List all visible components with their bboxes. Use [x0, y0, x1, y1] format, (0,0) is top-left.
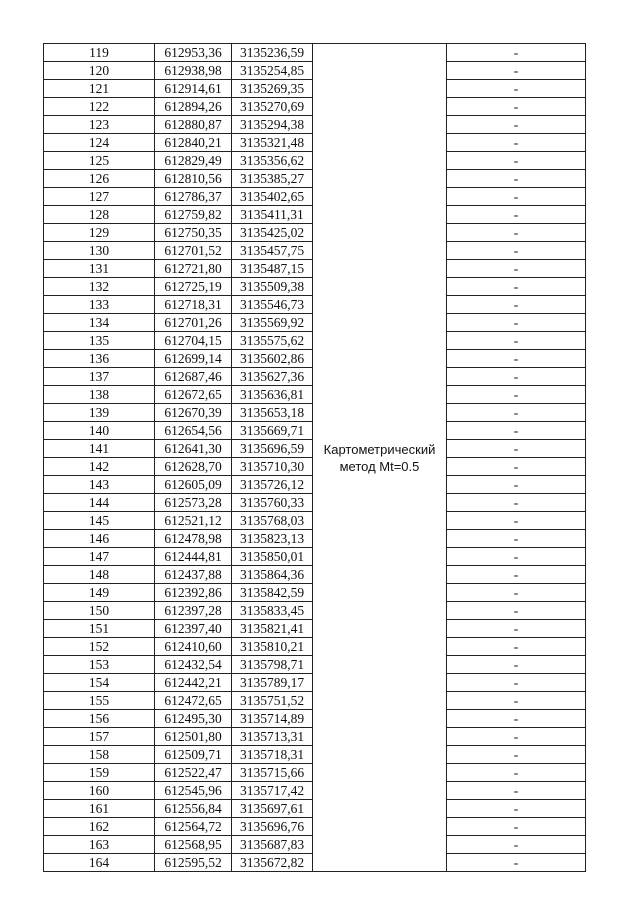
note-cell: -	[447, 728, 586, 746]
y-coordinate-cell: 3135385,27	[232, 170, 313, 188]
coordinates-table-body	[44, 44, 586, 872]
note-cell: -	[447, 260, 586, 278]
y-coordinate-cell: 3135718,31	[232, 746, 313, 764]
x-coordinate-cell: 612472,65	[155, 692, 232, 710]
x-coordinate-cell: 612442,21	[155, 674, 232, 692]
point-number-cell: 156	[44, 710, 155, 728]
y-coordinate-cell: 3135487,15	[232, 260, 313, 278]
note-cell: -	[447, 854, 586, 872]
point-number-cell: 153	[44, 656, 155, 674]
point-number-cell: 130	[44, 242, 155, 260]
method-line-2: метод Mt=0.5	[339, 458, 420, 474]
x-coordinate-cell: 612672,65	[155, 386, 232, 404]
y-coordinate-cell: 3135425,02	[232, 224, 313, 242]
point-number-cell: 137	[44, 368, 155, 386]
x-coordinate-cell: 612397,28	[155, 602, 232, 620]
point-number-cell: 142	[44, 458, 155, 476]
x-coordinate-cell: 612432,54	[155, 656, 232, 674]
note-cell: -	[447, 476, 586, 494]
point-number-cell: 121	[44, 80, 155, 98]
point-number-cell: 161	[44, 800, 155, 818]
x-coordinate-cell: 612810,56	[155, 170, 232, 188]
point-number-cell: 150	[44, 602, 155, 620]
y-coordinate-cell: 3135627,36	[232, 368, 313, 386]
x-coordinate-cell: 612628,70	[155, 458, 232, 476]
y-coordinate-cell: 3135798,71	[232, 656, 313, 674]
y-coordinate-cell: 3135270,69	[232, 98, 313, 116]
x-coordinate-cell: 612914,61	[155, 80, 232, 98]
point-number-cell: 138	[44, 386, 155, 404]
y-coordinate-cell: 3135717,42	[232, 782, 313, 800]
x-coordinate-cell: 612701,26	[155, 314, 232, 332]
note-cell: -	[447, 692, 586, 710]
y-coordinate-cell: 3135760,33	[232, 494, 313, 512]
y-coordinate-cell: 3135457,75	[232, 242, 313, 260]
note-cell: -	[447, 638, 586, 656]
note-cell: -	[447, 494, 586, 512]
point-number-cell: 149	[44, 584, 155, 602]
point-number-cell: 146	[44, 530, 155, 548]
note-cell: -	[447, 746, 586, 764]
point-number-cell: 158	[44, 746, 155, 764]
x-coordinate-cell: 612670,39	[155, 404, 232, 422]
table-row	[44, 44, 586, 62]
point-number-cell: 119	[44, 44, 155, 62]
note-cell: -	[447, 206, 586, 224]
note-cell: -	[447, 368, 586, 386]
y-coordinate-cell: 3135569,92	[232, 314, 313, 332]
note-cell: -	[447, 710, 586, 728]
y-coordinate-cell: 3135833,45	[232, 602, 313, 620]
note-cell: -	[447, 152, 586, 170]
method-cell	[313, 44, 447, 872]
note-cell: -	[447, 314, 586, 332]
y-coordinate-cell: 3135810,21	[232, 638, 313, 656]
y-coordinate-cell: 3135653,18	[232, 404, 313, 422]
y-coordinate-cell: 3135602,86	[232, 350, 313, 368]
note-cell: -	[447, 332, 586, 350]
x-coordinate-cell: 612654,56	[155, 422, 232, 440]
x-coordinate-cell: 612522,47	[155, 764, 232, 782]
x-coordinate-cell: 612444,81	[155, 548, 232, 566]
point-number-cell: 139	[44, 404, 155, 422]
y-coordinate-cell: 3135669,71	[232, 422, 313, 440]
point-number-cell: 140	[44, 422, 155, 440]
point-number-cell: 122	[44, 98, 155, 116]
note-cell: -	[447, 98, 586, 116]
point-number-cell: 144	[44, 494, 155, 512]
note-cell: -	[447, 116, 586, 134]
x-coordinate-cell: 612718,31	[155, 296, 232, 314]
point-number-cell: 162	[44, 818, 155, 836]
y-coordinate-cell: 3135697,61	[232, 800, 313, 818]
note-cell: -	[447, 422, 586, 440]
x-coordinate-cell: 612410,60	[155, 638, 232, 656]
y-coordinate-cell: 3135321,48	[232, 134, 313, 152]
point-number-cell: 145	[44, 512, 155, 530]
point-number-cell: 143	[44, 476, 155, 494]
y-coordinate-cell: 3135411,31	[232, 206, 313, 224]
y-coordinate-cell: 3135751,52	[232, 692, 313, 710]
point-number-cell: 164	[44, 854, 155, 872]
note-cell: -	[447, 620, 586, 638]
x-coordinate-cell: 612573,28	[155, 494, 232, 512]
y-coordinate-cell: 3135356,62	[232, 152, 313, 170]
x-coordinate-cell: 612880,87	[155, 116, 232, 134]
point-number-cell: 154	[44, 674, 155, 692]
point-number-cell: 151	[44, 620, 155, 638]
point-number-cell: 125	[44, 152, 155, 170]
y-coordinate-cell: 3135672,82	[232, 854, 313, 872]
x-coordinate-cell: 612501,80	[155, 728, 232, 746]
y-coordinate-cell: 3135715,66	[232, 764, 313, 782]
x-coordinate-cell: 612721,80	[155, 260, 232, 278]
y-coordinate-cell: 3135768,03	[232, 512, 313, 530]
note-cell: -	[447, 836, 586, 854]
method-line-1: Картометрический	[323, 441, 436, 457]
y-coordinate-cell: 3135864,36	[232, 566, 313, 584]
y-coordinate-cell: 3135575,62	[232, 332, 313, 350]
note-cell: -	[447, 764, 586, 782]
y-coordinate-cell: 3135402,65	[232, 188, 313, 206]
x-coordinate-cell: 612437,88	[155, 566, 232, 584]
coordinates-table	[43, 43, 586, 872]
y-coordinate-cell: 3135713,31	[232, 728, 313, 746]
note-cell: -	[447, 548, 586, 566]
y-coordinate-cell: 3135254,85	[232, 62, 313, 80]
point-number-cell: 120	[44, 62, 155, 80]
x-coordinate-cell: 612556,84	[155, 800, 232, 818]
y-coordinate-cell: 3135696,76	[232, 818, 313, 836]
y-coordinate-cell: 3135696,59	[232, 440, 313, 458]
point-number-cell: 131	[44, 260, 155, 278]
x-coordinate-cell: 612509,71	[155, 746, 232, 764]
point-number-cell: 132	[44, 278, 155, 296]
note-cell: -	[447, 602, 586, 620]
point-number-cell: 159	[44, 764, 155, 782]
note-cell: -	[447, 782, 586, 800]
y-coordinate-cell: 3135269,35	[232, 80, 313, 98]
point-number-cell: 157	[44, 728, 155, 746]
note-cell: -	[447, 512, 586, 530]
note-cell: -	[447, 800, 586, 818]
point-number-cell: 124	[44, 134, 155, 152]
x-coordinate-cell: 612595,52	[155, 854, 232, 872]
y-coordinate-cell: 3135236,59	[232, 44, 313, 62]
x-coordinate-cell: 612725,19	[155, 278, 232, 296]
note-cell: -	[447, 80, 586, 98]
note-cell: -	[447, 458, 586, 476]
note-cell: -	[447, 44, 586, 62]
point-number-cell: 152	[44, 638, 155, 656]
x-coordinate-cell: 612699,14	[155, 350, 232, 368]
x-coordinate-cell: 612894,26	[155, 98, 232, 116]
y-coordinate-cell: 3135850,01	[232, 548, 313, 566]
point-number-cell: 155	[44, 692, 155, 710]
x-coordinate-cell: 612687,46	[155, 368, 232, 386]
y-coordinate-cell: 3135714,89	[232, 710, 313, 728]
y-coordinate-cell: 3135842,59	[232, 584, 313, 602]
point-number-cell: 135	[44, 332, 155, 350]
y-coordinate-cell: 3135789,17	[232, 674, 313, 692]
y-coordinate-cell: 3135821,41	[232, 620, 313, 638]
x-coordinate-cell: 612397,40	[155, 620, 232, 638]
x-coordinate-cell: 612521,12	[155, 512, 232, 530]
y-coordinate-cell: 3135726,12	[232, 476, 313, 494]
x-coordinate-cell: 612495,30	[155, 710, 232, 728]
point-number-cell: 136	[44, 350, 155, 368]
x-coordinate-cell: 612704,15	[155, 332, 232, 350]
point-number-cell: 133	[44, 296, 155, 314]
y-coordinate-cell: 3135823,13	[232, 530, 313, 548]
note-cell: -	[447, 224, 586, 242]
note-cell: -	[447, 404, 586, 422]
note-cell: -	[447, 278, 586, 296]
note-cell: -	[447, 674, 586, 692]
point-number-cell: 126	[44, 170, 155, 188]
x-coordinate-cell: 612545,96	[155, 782, 232, 800]
x-coordinate-cell: 612392,86	[155, 584, 232, 602]
point-number-cell: 163	[44, 836, 155, 854]
y-coordinate-cell: 3135546,73	[232, 296, 313, 314]
note-cell: -	[447, 656, 586, 674]
point-number-cell: 123	[44, 116, 155, 134]
x-coordinate-cell: 612564,72	[155, 818, 232, 836]
x-coordinate-cell: 612840,21	[155, 134, 232, 152]
note-cell: -	[447, 440, 586, 458]
note-cell: -	[447, 296, 586, 314]
point-number-cell: 160	[44, 782, 155, 800]
note-cell: -	[447, 530, 586, 548]
note-cell: -	[447, 188, 586, 206]
point-number-cell: 148	[44, 566, 155, 584]
point-number-cell: 147	[44, 548, 155, 566]
x-coordinate-cell: 612750,35	[155, 224, 232, 242]
x-coordinate-cell: 612938,98	[155, 62, 232, 80]
x-coordinate-cell: 612568,95	[155, 836, 232, 854]
note-cell: -	[447, 386, 586, 404]
x-coordinate-cell: 612605,09	[155, 476, 232, 494]
x-coordinate-cell: 612701,52	[155, 242, 232, 260]
x-coordinate-cell: 612641,30	[155, 440, 232, 458]
note-cell: -	[447, 170, 586, 188]
point-number-cell: 134	[44, 314, 155, 332]
y-coordinate-cell: 3135509,38	[232, 278, 313, 296]
y-coordinate-cell: 3135636,81	[232, 386, 313, 404]
note-cell: -	[447, 584, 586, 602]
point-number-cell: 129	[44, 224, 155, 242]
y-coordinate-cell: 3135710,30	[232, 458, 313, 476]
note-cell: -	[447, 350, 586, 368]
note-cell: -	[447, 134, 586, 152]
point-number-cell: 128	[44, 206, 155, 224]
y-coordinate-cell: 3135294,38	[232, 116, 313, 134]
note-cell: -	[447, 818, 586, 836]
x-coordinate-cell: 612478,98	[155, 530, 232, 548]
point-number-cell: 141	[44, 440, 155, 458]
note-cell: -	[447, 242, 586, 260]
x-coordinate-cell: 612759,82	[155, 206, 232, 224]
x-coordinate-cell: 612786,37	[155, 188, 232, 206]
note-cell: -	[447, 62, 586, 80]
y-coordinate-cell: 3135687,83	[232, 836, 313, 854]
x-coordinate-cell: 612953,36	[155, 44, 232, 62]
x-coordinate-cell: 612829,49	[155, 152, 232, 170]
point-number-cell: 127	[44, 188, 155, 206]
note-cell: -	[447, 566, 586, 584]
